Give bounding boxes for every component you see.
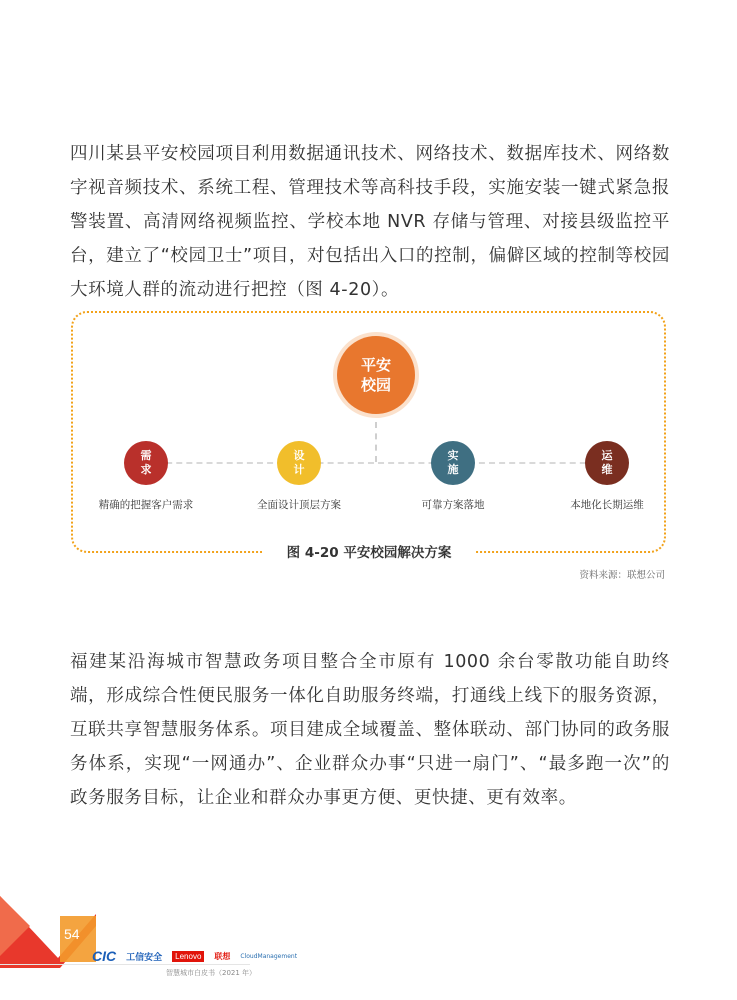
node-design-char-1: 设 (293, 449, 305, 462)
node-implement-char-1: 实 (447, 449, 459, 462)
node-demand (124, 441, 168, 485)
node-operations-char-2: 维 (601, 463, 613, 476)
book-title: 智慧城市白皮书（2021 年） (166, 969, 257, 977)
paragraph-2: 福建某沿海城市智慧政务项目整合全市原有 1000 余台零散功能自助终端，形成综合性便民服务一体化自助服务终端，打通线上线下的服务资源，互联共享智慧服务体系。项目建成全域覆盖、整体联动、部门协同的政务服务体系，实现“一网通办”、企业群众办事“只进一扇门”、“最多跑一次”的政务服务目标，让企业和群众办事更方便、更快捷、更有效率。 (70, 651, 670, 808)
node-demand-char-1: 需 (140, 449, 152, 462)
cic-logo: CIC (92, 948, 117, 964)
cloud-management-logo: CloudManagement (240, 952, 298, 960)
node-implement-label: 可靠方案落地 (421, 499, 485, 511)
node-design (277, 441, 321, 485)
center-line-2: 校园 (360, 376, 391, 394)
node-implement-char-2: 施 (447, 463, 459, 476)
paragraph-1: 四川某县平安校园项目利用数据通讯技术、网络技术、数据库技术、网络数字视音频技术、系统工程、管理技术等高科技手段，实施安装一键式紧急报警装置、高清网络视频监控、学校本地 NVR 存储与管理、对接县级监控平台，建立了“校园卫士”项目，对包括出入口的控制，偏僻区域的控制等校园大环境人群的流动进行把控（图 4-20）。 (70, 143, 670, 300)
node-design-label: 全面设计顶层方案 (257, 499, 341, 511)
node-operations-char-1: 运 (601, 449, 613, 462)
lenovo-logo: Lenovo (172, 951, 204, 962)
node-operations-label: 本地化长期运维 (570, 499, 644, 511)
center-circle (337, 336, 415, 414)
node-demand-char-2: 求 (140, 463, 152, 476)
node-demand-label: 精确的把握客户需求 (98, 499, 194, 511)
horizontal-connector (146, 462, 606, 464)
page-number: 54 (64, 926, 80, 942)
center-line-1: 平安 (360, 356, 391, 374)
cic-logo-text: 工信安全 (126, 952, 163, 963)
node-operations (585, 441, 629, 485)
footer-logos (92, 948, 297, 964)
figure-source: 资料来源：联想公司 (579, 570, 665, 581)
node-design-char-2: 计 (293, 463, 305, 476)
figure-caption: 图 4-20 平安校园解决方案 (262, 541, 476, 565)
lenovo-logo-text: 联想 (214, 951, 231, 961)
node-implement (431, 441, 475, 485)
footer-rule (0, 964, 250, 965)
vertical-connector (375, 422, 377, 462)
